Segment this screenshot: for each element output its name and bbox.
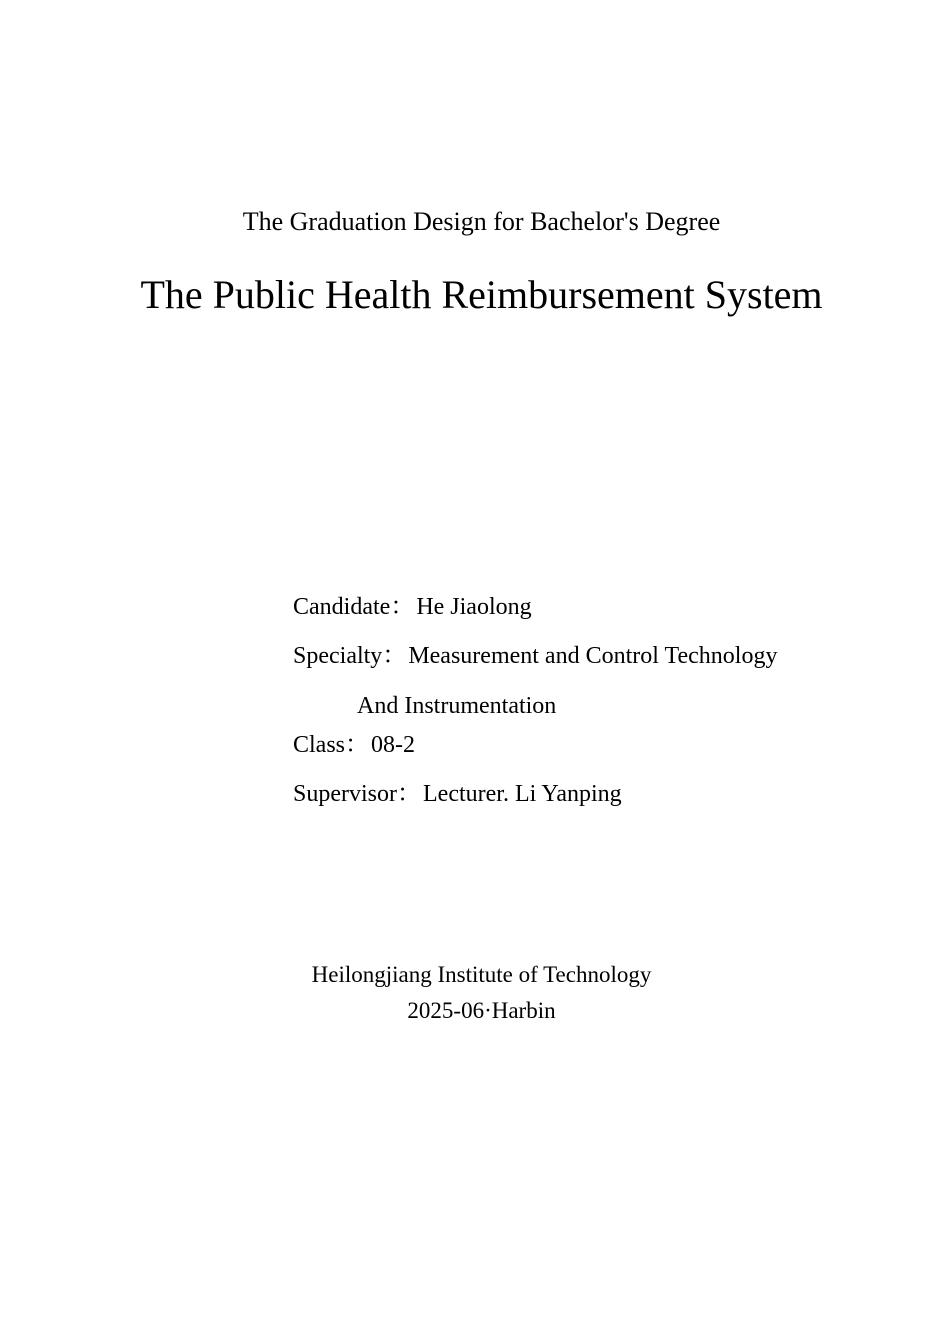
class-label: Class — [293, 732, 346, 758]
class-separator: ： — [345, 732, 370, 758]
class-value: 08-2 — [371, 732, 416, 758]
specialty-value: Measurement and Control Technology — [408, 643, 778, 669]
institution-name: Heilongjiang Institute of Technology — [311, 962, 652, 987]
degree-subtitle: The Graduation Design for Bachelor's Degree — [242, 207, 721, 236]
candidate-line — [293, 590, 532, 624]
specialty-separator: ： — [382, 643, 407, 669]
candidate-label: Candidate — [293, 594, 391, 620]
class-line — [293, 728, 415, 762]
candidate-separator: ： — [390, 594, 415, 620]
supervisor-line — [293, 777, 622, 811]
specialty-line — [293, 639, 777, 673]
candidate-value: He Jiaolong — [416, 594, 532, 620]
date-place: 2025-06·Harbin — [407, 998, 556, 1023]
specialty-continuation: And Instrumentation — [357, 693, 557, 719]
thesis-title: The Public Health Reimbursement System — [140, 272, 823, 317]
specialty-label: Specialty — [293, 643, 383, 669]
supervisor-label: Supervisor — [293, 781, 397, 807]
supervisor-separator: ： — [397, 781, 421, 807]
supervisor-value: Lecturer. Li Yanping — [423, 781, 622, 807]
